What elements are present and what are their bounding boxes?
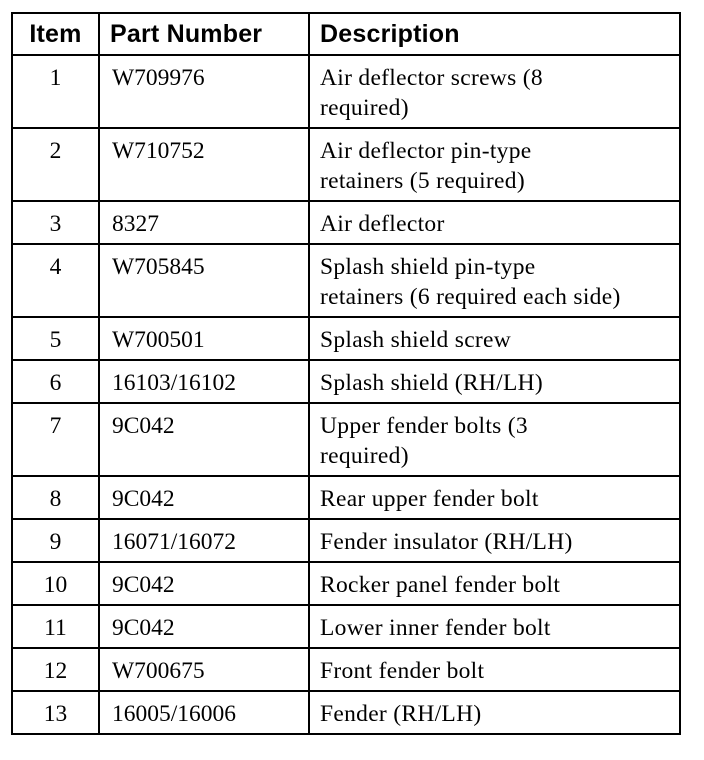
table-row (12, 244, 680, 317)
table-row (12, 317, 680, 360)
item-number: 12 (12, 648, 99, 691)
table-row (12, 648, 680, 691)
table-row (12, 360, 680, 403)
parts-table (11, 12, 681, 735)
part-number: W700501 (99, 317, 309, 360)
item-number: 6 (12, 360, 99, 403)
description (309, 244, 680, 317)
part-number: 9C042 (99, 562, 309, 605)
part-number: 9C042 (99, 605, 309, 648)
table-row (12, 691, 680, 734)
part-number: W705845 (99, 244, 309, 317)
description-text: Upper fender bolts (3 required) (320, 413, 528, 469)
item-number: 2 (12, 128, 99, 201)
table-row (12, 201, 680, 244)
table-row (12, 476, 680, 519)
description: Fender (RH/LH) (309, 691, 680, 734)
part-number: W709976 (99, 55, 309, 128)
description (309, 55, 680, 128)
header-item: Item (12, 13, 99, 55)
item-number: 7 (12, 403, 99, 476)
header-row (12, 13, 680, 55)
description: Rear upper fender bolt (309, 476, 680, 519)
item-number: 13 (12, 691, 99, 734)
description: Front fender bolt (309, 648, 680, 691)
description (309, 128, 680, 201)
description: Fender insulator (RH/LH) (309, 519, 680, 562)
table-row (12, 55, 680, 128)
description: Air deflector (309, 201, 680, 244)
table-row (12, 519, 680, 562)
part-number: W700675 (99, 648, 309, 691)
item-number: 9 (12, 519, 99, 562)
item-number: 4 (12, 244, 99, 317)
description-text: Splash shield pin-type retainers (6 required each side) (320, 254, 621, 310)
item-number: 1 (12, 55, 99, 128)
description-text: Air deflector pin-type retainers (5 required) (320, 138, 532, 194)
part-number: 16071/16072 (99, 519, 309, 562)
table-row (12, 403, 680, 476)
item-number: 5 (12, 317, 99, 360)
item-number: 3 (12, 201, 99, 244)
item-number: 10 (12, 562, 99, 605)
table-row (12, 128, 680, 201)
description (309, 403, 680, 476)
part-number: W710752 (99, 128, 309, 201)
part-number: 9C042 (99, 403, 309, 476)
table-row (12, 562, 680, 605)
description: Lower inner fender bolt (309, 605, 680, 648)
part-number: 16005/16006 (99, 691, 309, 734)
header-description: Description (309, 13, 680, 55)
description-text: Air deflector screws (8 required) (320, 65, 543, 121)
part-number: 16103/16102 (99, 360, 309, 403)
description: Rocker panel fender bolt (309, 562, 680, 605)
part-number: 8327 (99, 201, 309, 244)
item-number: 8 (12, 476, 99, 519)
description: Splash shield screw (309, 317, 680, 360)
table-row (12, 605, 680, 648)
part-number: 9C042 (99, 476, 309, 519)
header-part-number: Part Number (99, 13, 309, 55)
item-number: 11 (12, 605, 99, 648)
description: Splash shield (RH/LH) (309, 360, 680, 403)
